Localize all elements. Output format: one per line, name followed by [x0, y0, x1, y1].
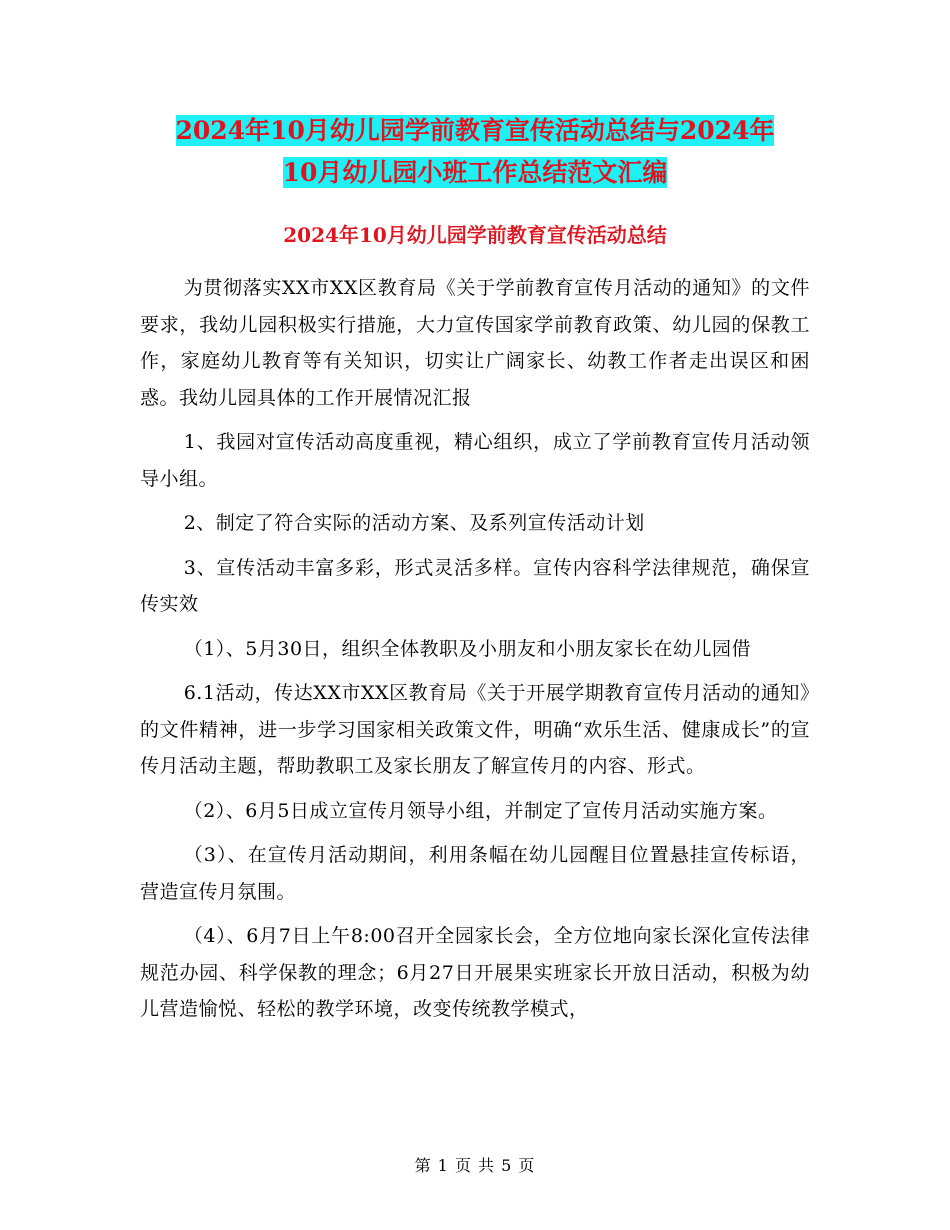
paragraph-subitem-1: （1）、5月30日，组织全体教职及小朋友和小朋友家长在幼儿园借 — [183, 637, 752, 660]
paragraph-item-1: 1、我园对宣传活动高度重视，精心组织，成立了学前教育宣传月活动领导小组。 — [140, 431, 810, 490]
paragraph-subitem-4: （4）、6月7日上午8:00召开全园家长会，全方位地向家长深化宣传法律规范办园、科学保教的理念；6月27日开展果实班家长开放日活动，积极为幼儿营造愉悦、轻松的教学环境，改变传统教学模式， — [140, 925, 810, 1020]
paragraph-subitem-1-continued: 6.1活动，传达XX市XX区教育局《关于开展学期教育宣传月活动的通知》的文件精神，进一步学习国家相关政策文件，明确“欢乐生活、健康成长”的宣传月活动主题，帮助教职工及家长朋友了解宣传月的内容、形式。 — [140, 682, 810, 777]
title-line-1-text: 2024年10月幼儿园学前教育宣传活动总结与2024年 — [175, 116, 775, 145]
document-title-line-1 — [140, 108, 810, 154]
paragraph-item-2: 2、制定了符合实际的活动方案、及系列宣传活动计划 — [183, 512, 645, 534]
paragraph-subitem-3: （3）、在宣传月活动期间，利用条幅在幼儿园醒目位置悬挂宣传标语，营造宣传月氛围。 — [140, 844, 810, 903]
document-body — [140, 270, 810, 1028]
section-title: 2024年10月幼儿园学前教育宣传活动总结 — [283, 223, 667, 247]
paragraph-item-3: 3、宣传活动丰富多彩，形式灵活多样。宣传内容科学法律规范，确保宣传实效 — [140, 556, 810, 615]
document-title-line-2 — [140, 150, 810, 196]
title-line-2-text: 10月幼儿园小班工作总结范文汇编 — [282, 158, 668, 187]
page-footer: 第 1 页 共 5 页 — [414, 1156, 536, 1175]
paragraph-intro: 为贯彻落实XX市XX区教育局《关于学前教育宣传月活动的通知》的文件要求，我幼儿园积极实行措施，大力宣传国家学前教育政策、幼儿园的保教工作，家庭幼儿教育等有关知识，切实让广阔家长、幼教工作者走出误区和困惑。我幼儿园具体的工作开展情况汇报 — [140, 277, 810, 409]
paragraph-subitem-2: （2）、6月5日成立宣传月领导小组，并制定了宣传月活动实施方案。 — [183, 799, 778, 822]
